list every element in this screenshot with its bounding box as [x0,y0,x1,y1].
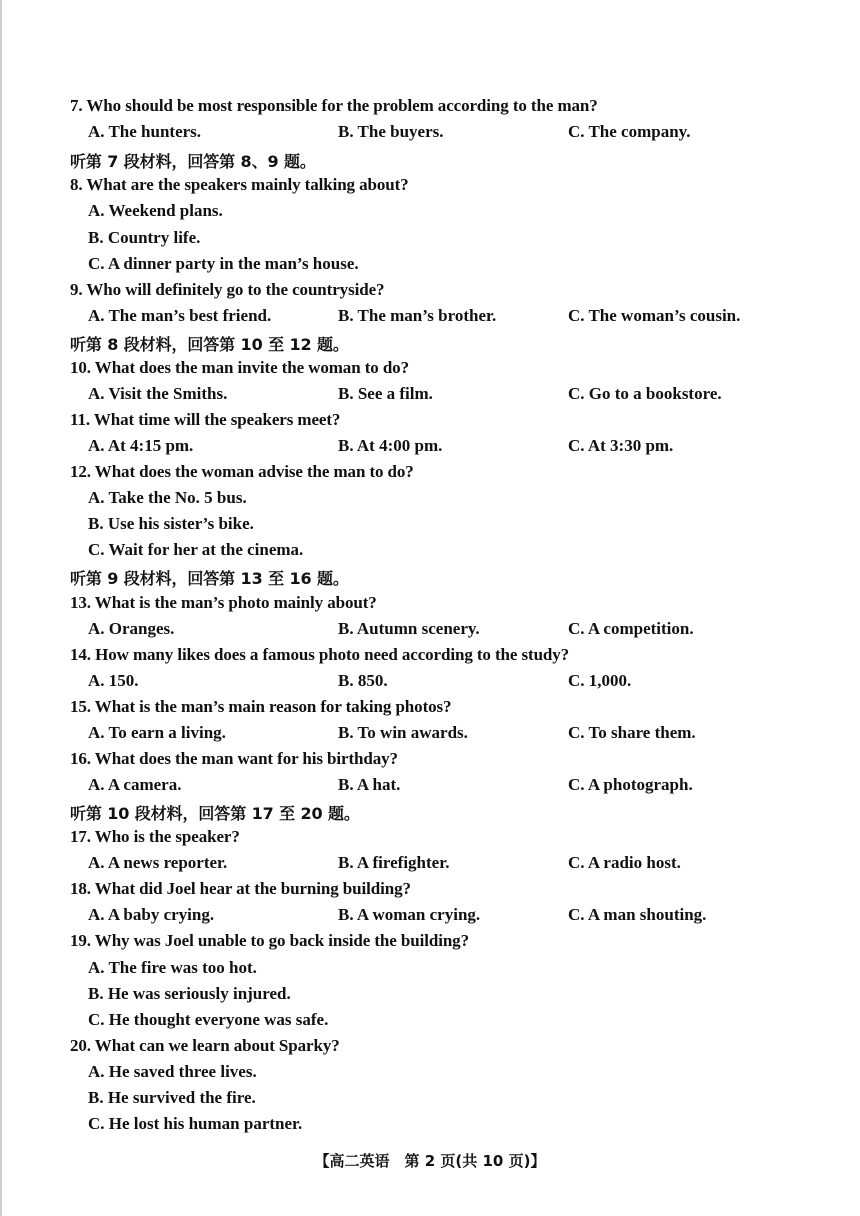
option-19b: B. He was seriously injured. [88,984,291,1003]
option-19c: C. He thought everyone was safe. [88,1010,329,1029]
option-9a: A. The man’s best friend. [88,306,272,325]
section-header-10: 听第 10 段材料，回答第 17 至 20 题。 [70,804,360,823]
option-18a: A. A baby crying. [88,905,215,924]
page-footer: 【高二英语 第 2 页(共 10 页)】 [314,1152,546,1170]
option-17c: C. A radio host. [568,853,681,872]
option-8c: C. A dinner party in the man’s house. [88,254,359,273]
question-17: 17. Who is the speaker? [70,827,240,846]
question-20: 20. What can we learn about Sparky? [70,1036,340,1055]
option-7b: B. The buyers. [338,122,444,141]
option-15b: B. To win awards. [338,723,468,742]
option-12a: A. Take the No. 5 bus. [88,488,247,507]
question-14: 14. How many likes does a famous photo need according to the study? [70,645,570,664]
option-20c: C. He lost his human partner. [88,1114,303,1133]
option-13c: C. A competition. [568,619,694,638]
scan-edge [0,0,2,1216]
question-16: 16. What does the man want for his birthday? [70,749,398,768]
option-8b: B. Country life. [88,228,201,247]
option-9c: C. The woman’s cousin. [568,306,741,325]
option-14c: C. 1,000. [568,671,632,690]
option-13a: A. Oranges. [88,619,175,638]
option-11b: B. At 4:00 pm. [338,436,443,455]
option-16b: B. A hat. [338,775,401,794]
option-19a: A. The fire was too hot. [88,958,257,977]
option-16a: A. A camera. [88,775,182,794]
question-18: 18. What did Joel hear at the burning building? [70,879,411,898]
question-11: 11. What time will the speakers meet? [70,410,341,429]
question-7: 7. Who should be most responsible for the problem according to the man? [70,96,598,115]
option-11c: C. At 3:30 pm. [568,436,674,455]
option-15c: C. To share them. [568,723,696,742]
question-19: 19. Why was Joel unable to go back inside the building? [70,931,469,950]
question-9: 9. Who will definitely go to the countryside? [70,280,385,299]
option-7a: A. The hunters. [88,122,202,141]
section-header-8: 听第 8 段材料，回答第 10 至 12 题。 [70,335,349,354]
option-11a: A. At 4:15 pm. [88,436,194,455]
option-10c: C. Go to a bookstore. [568,384,722,403]
option-18c: C. A man shouting. [568,905,707,924]
option-8a: A. Weekend plans. [88,201,223,220]
option-16c: C. A photograph. [568,775,693,794]
option-14b: B. 850. [338,671,388,690]
question-8: 8. What are the speakers mainly talking about? [70,175,409,194]
section-header-9: 听第 9 段材料，回答第 13 至 16 题。 [70,569,349,588]
option-10a: A. Visit the Smiths. [88,384,228,403]
option-9b: B. The man’s brother. [338,306,497,325]
option-12b: B. Use his sister’s bike. [88,514,254,533]
question-13: 13. What is the man’s photo mainly about? [70,593,377,612]
option-18b: B. A woman crying. [338,905,481,924]
section-header-7: 听第 7 段材料，回答第 8、9 题。 [70,152,316,171]
question-12: 12. What does the woman advise the man to do? [70,462,414,481]
option-7c: C. The company. [568,122,691,141]
option-20a: A. He saved three lives. [88,1062,257,1081]
option-15a: A. To earn a living. [88,723,226,742]
question-10: 10. What does the man invite the woman to do? [70,358,409,377]
option-12c: C. Wait for her at the cinema. [88,540,304,559]
option-14a: A. 150. [88,671,139,690]
option-10b: B. See a film. [338,384,433,403]
option-20b: B. He survived the fire. [88,1088,256,1107]
option-17a: A. A news reporter. [88,853,228,872]
question-15: 15. What is the man’s main reason for taking photos? [70,697,452,716]
option-17b: B. A firefighter. [338,853,450,872]
option-13b: B. Autumn scenery. [338,619,480,638]
